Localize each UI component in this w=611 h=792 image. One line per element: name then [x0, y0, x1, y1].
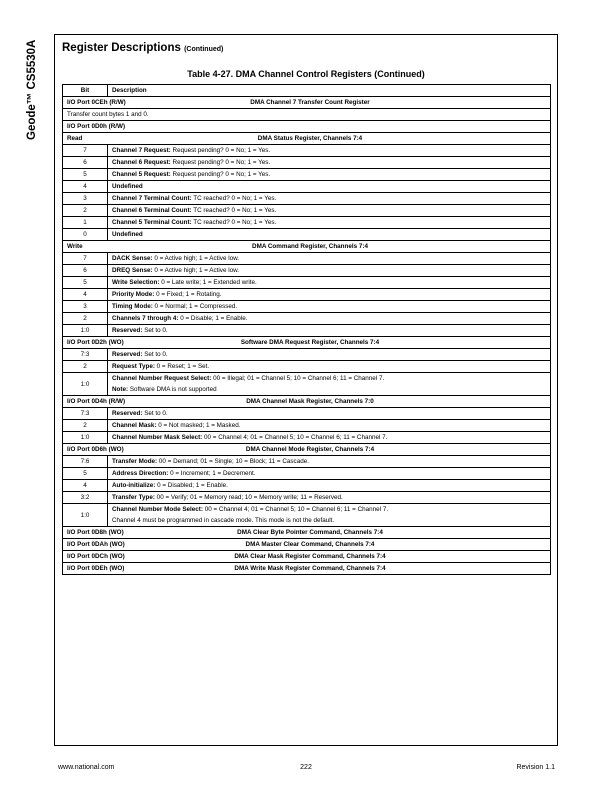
bit-row	[63, 361, 551, 373]
bit-description	[108, 456, 551, 468]
heading-continued: (Continued)	[184, 46, 224, 53]
bit-field-name: Channel 5 Terminal Count:	[112, 219, 192, 226]
register-name: DMA Clear Byte Pointer Command, Channels 7:4	[237, 529, 383, 536]
register-port-row	[63, 337, 551, 349]
bit-row	[63, 217, 551, 229]
register-port-label: I/O Port 0D0h (R/W)	[67, 123, 126, 130]
bit-field-name: Channels 7 through 4:	[112, 315, 179, 322]
bit-field-text: TC reached? 0 = No; 1 = Yes.	[191, 207, 277, 214]
bit-number: 3:2	[63, 492, 108, 504]
bit-number: 2	[63, 420, 108, 432]
bit-field-text: 00 = Demand; 01 = Single; 10 = Block; 11 = Cascade.	[157, 458, 309, 465]
bit-description	[108, 492, 551, 504]
bit-field-text: TC reached? 0 = No; 1 = Yes.	[191, 219, 277, 226]
bit-description-line	[112, 301, 546, 312]
bit-description-line	[112, 349, 546, 360]
bit-number: 2	[63, 361, 108, 373]
bit-description-line	[112, 181, 546, 192]
register-name: DMA Command Register, Channels 7:4	[252, 243, 368, 250]
bit-number: 3	[63, 193, 108, 205]
register-name: DMA Channel Mask Register, Channels 7:0	[246, 398, 374, 405]
register-header-cell	[63, 121, 551, 133]
side-title: Geode™ CS5530A	[26, 39, 38, 140]
register-name: DMA Clear Mask Register Command, Channels 7:4	[234, 553, 386, 560]
bit-field-name: Channel Number Mode Select:	[112, 506, 203, 513]
bit-field-text: 0 = Not masked; 1 = Masked.	[156, 422, 241, 429]
bit-row	[63, 265, 551, 277]
bit-description-line	[112, 432, 546, 443]
bit-description	[108, 373, 551, 396]
bit-field-name: Undefined	[112, 183, 143, 190]
bit-description-line	[112, 515, 546, 526]
bit-description-line	[112, 313, 546, 324]
register-header-cell	[63, 337, 551, 349]
bit-number: 5	[63, 468, 108, 480]
bit-note-text: Software DMA is not supported	[128, 386, 217, 393]
register-port-row	[63, 97, 551, 109]
bit-description	[108, 145, 551, 157]
register-note: Transfer count bytes 1 and 0.	[63, 109, 551, 121]
heading-title: Register Descriptions	[62, 42, 181, 54]
table-header-row	[63, 85, 551, 97]
bit-description-line	[112, 193, 546, 204]
bit-description	[108, 193, 551, 205]
bit-number: 7:3	[63, 349, 108, 361]
bit-description-line	[112, 217, 546, 228]
register-name: Software DMA Request Register, Channels 7:4	[240, 339, 380, 346]
bit-description	[108, 205, 551, 217]
column-header-bit: Bit	[63, 85, 108, 97]
bit-row	[63, 432, 551, 444]
bit-row	[63, 109, 551, 121]
register-port-label: I/O Port 0DCh (WO)	[67, 553, 125, 560]
register-header	[67, 444, 546, 455]
register-header	[67, 337, 546, 348]
column-header-description: Description	[108, 85, 551, 97]
bit-description-line	[112, 384, 546, 395]
register-header-cell	[63, 539, 551, 551]
bit-number: 3	[63, 301, 108, 313]
bit-field-name: Reserved:	[112, 327, 143, 334]
register-subheader-row	[63, 133, 551, 145]
bit-field-text: Request pending? 0 = No; 1 = Yes.	[170, 159, 271, 166]
bit-description-line	[112, 277, 546, 288]
footer-revision: Revision 1.1	[516, 764, 555, 771]
bit-field-name: Channel 6 Request:	[112, 159, 171, 166]
bit-field-name: Channel Mask:	[112, 422, 157, 429]
bit-field-text: 0 = Disable; 1 = Enable.	[178, 315, 248, 322]
register-port-label: I/O Port 0D2h (WO)	[67, 339, 124, 346]
bit-number: 7:3	[63, 408, 108, 420]
register-port-row	[63, 121, 551, 133]
bit-row	[63, 325, 551, 337]
bit-number: 1:0	[63, 325, 108, 337]
bit-field-text: 0 = Active high; 1 = Active low.	[152, 267, 240, 274]
bit-description-line	[112, 253, 546, 264]
register-header	[67, 527, 546, 538]
bit-number: 4	[63, 181, 108, 193]
bit-description-line	[112, 480, 546, 491]
bit-field-name: Channel 6 Terminal Count:	[112, 207, 192, 214]
bit-description	[108, 420, 551, 432]
page-heading	[62, 42, 223, 54]
register-header	[67, 241, 546, 252]
bit-description	[108, 504, 551, 527]
bit-description	[108, 432, 551, 444]
bit-row	[63, 349, 551, 361]
register-port-row	[63, 527, 551, 539]
bit-description	[108, 289, 551, 301]
bit-description	[108, 265, 551, 277]
bit-number: 7	[63, 145, 108, 157]
register-header-cell	[63, 527, 551, 539]
bit-field-name: Channel Number Request Select:	[112, 375, 212, 382]
register-header-cell	[63, 444, 551, 456]
bit-description-line	[112, 229, 546, 240]
register-name: DMA Channel Mode Register, Channels 7:4	[245, 446, 375, 453]
bit-description	[108, 361, 551, 373]
bit-row	[63, 181, 551, 193]
bit-description	[108, 169, 551, 181]
bit-description	[108, 468, 551, 480]
bit-number: 7:6	[63, 456, 108, 468]
bit-field-text: Request pending? 0 = No; 1 = Yes.	[170, 147, 271, 154]
bit-description-line	[112, 205, 546, 216]
bit-field-name: Write Selection:	[112, 279, 160, 286]
bit-row	[63, 289, 551, 301]
bit-field-name: Channel 7 Request:	[112, 147, 171, 154]
bit-field-text: 0 = Fixed; 1 = Rotating.	[154, 291, 222, 298]
bit-row	[63, 145, 551, 157]
register-header-cell	[63, 133, 551, 145]
bit-row	[63, 277, 551, 289]
bit-number: 0	[63, 229, 108, 241]
register-header	[67, 121, 546, 132]
footer-website: www.national.com	[58, 764, 115, 771]
bit-row	[63, 468, 551, 480]
bit-description-line	[112, 492, 546, 503]
register-header	[67, 133, 546, 144]
bit-field-name: Priority Mode:	[112, 291, 155, 298]
bit-row	[63, 253, 551, 265]
register-port-row	[63, 539, 551, 551]
bit-row	[63, 408, 551, 420]
bit-description	[108, 217, 551, 229]
register-port-label: I/O Port 0D8h (WO)	[67, 529, 124, 536]
bit-row	[63, 504, 551, 527]
bit-field-text: 0 = Active high; 1 = Active low.	[152, 255, 240, 262]
bit-row	[63, 301, 551, 313]
bit-field-text: Set to 0.	[142, 351, 168, 358]
bit-description-line	[112, 325, 546, 336]
footer-page-number: 222	[300, 764, 312, 771]
bit-row	[63, 480, 551, 492]
register-port-label: Write	[67, 243, 83, 250]
bit-description-line	[112, 265, 546, 276]
bit-row	[63, 373, 551, 396]
register-header	[67, 539, 546, 550]
bit-field-text: 0 = Reset; 1 = Set.	[154, 363, 210, 370]
bit-number: 7	[63, 253, 108, 265]
bit-number: 1	[63, 217, 108, 229]
bit-note-text: Channel 4 must be programmed in cascade mode. This mode is not the default.	[112, 517, 335, 524]
register-port-row	[63, 444, 551, 456]
register-header-cell	[63, 563, 551, 575]
bit-description-line	[112, 420, 546, 431]
bit-note-label: Note:	[112, 386, 129, 393]
bit-field-name: Reserved:	[112, 410, 143, 417]
bit-field-text: Set to 0.	[142, 327, 168, 334]
register-header	[67, 97, 546, 108]
bit-field-name: DACK Sense:	[112, 255, 153, 262]
bit-field-name: Request Type:	[112, 363, 155, 370]
bit-field-text: 00 = Channel 4; 01 = Channel 5; 10 = Channel 6; 11 = Channel 7.	[202, 434, 388, 441]
register-port-label: Read	[67, 135, 83, 142]
bit-field-name: Channel Number Mask Select:	[112, 434, 203, 441]
register-header-cell	[63, 241, 551, 253]
bit-number: 5	[63, 169, 108, 181]
register-port-label: I/O Port 0D4h (R/W)	[67, 398, 126, 405]
bit-field-text: 00 = Channel 4; 01 = Channel 5; 10 = Channel 6; 11 = Channel 7.	[202, 506, 389, 513]
bit-number: 1:0	[63, 432, 108, 444]
bit-field-text: 0 = Late write; 1 = Extended write.	[159, 279, 257, 286]
bit-description-line	[112, 289, 546, 300]
bit-field-name: Transfer Type:	[112, 494, 155, 501]
bit-field-text: Request pending? 0 = No; 1 = Yes.	[170, 171, 271, 178]
bit-field-text: Set to 0.	[142, 410, 168, 417]
register-port-label: I/O Port 0DAh (WO)	[67, 541, 125, 548]
register-port-row	[63, 563, 551, 575]
bit-description	[108, 349, 551, 361]
bit-description-line	[112, 361, 546, 372]
bit-description	[108, 480, 551, 492]
bit-description-line	[112, 145, 546, 156]
bit-field-text: 0 = Disabled; 1 = Enable.	[155, 482, 228, 489]
bit-row	[63, 205, 551, 217]
bit-field-text: 00 = Illegal; 01 = Channel 5; 10 = Channel 6; 11 = Channel 7.	[211, 375, 385, 382]
bit-number: 5	[63, 277, 108, 289]
bit-row	[63, 456, 551, 468]
register-header	[67, 396, 546, 407]
register-header-cell	[63, 97, 551, 109]
bit-description-line	[112, 456, 546, 467]
bit-field-text: TC reached? 0 = No; 1 = Yes.	[191, 195, 277, 202]
bit-number: 6	[63, 265, 108, 277]
register-header-cell	[63, 551, 551, 563]
bit-number: 6	[63, 157, 108, 169]
bit-description-line	[112, 408, 546, 419]
bit-field-name: Reserved:	[112, 351, 143, 358]
bit-row	[63, 229, 551, 241]
register-table	[62, 84, 551, 575]
bit-description-line	[112, 504, 546, 515]
register-name: DMA Channel 7 Transfer Count Register	[250, 99, 370, 106]
bit-field-name: Timing Mode:	[112, 303, 153, 310]
bit-row	[63, 492, 551, 504]
bit-description	[108, 408, 551, 420]
bit-description-line	[112, 468, 546, 479]
bit-number: 2	[63, 313, 108, 325]
bit-description	[108, 313, 551, 325]
bit-field-name: Channel 5 Request:	[112, 171, 171, 178]
register-header	[67, 551, 546, 562]
register-name: DMA Master Clear Command, Channels 7:4	[245, 541, 375, 548]
bit-row	[63, 157, 551, 169]
bit-description	[108, 301, 551, 313]
register-subheader-row	[63, 241, 551, 253]
bit-number: 1:0	[63, 504, 108, 527]
bit-field-name: Undefined	[112, 231, 143, 238]
bit-field-name: Transfer Mode:	[112, 458, 158, 465]
bit-number: 4	[63, 480, 108, 492]
bit-row	[63, 420, 551, 432]
bit-field-text: 00 = Verify; 01 = Memory read; 10 = Memory write; 11 = Reserved.	[154, 494, 343, 501]
bit-field-name: Auto-initialize:	[112, 482, 156, 489]
bit-field-text: 0 = Normal; 1 = Compressed.	[152, 303, 238, 310]
bit-description	[108, 253, 551, 265]
register-header-cell	[63, 396, 551, 408]
bit-description	[108, 181, 551, 193]
register-name: DMA Write Mask Register Command, Channels 7:4	[234, 565, 386, 572]
bit-number: 4	[63, 289, 108, 301]
bit-field-name: Channel 7 Terminal Count:	[112, 195, 192, 202]
register-port-row	[63, 551, 551, 563]
register-header	[67, 563, 546, 574]
bit-number: 2	[63, 205, 108, 217]
bit-description-line	[112, 373, 546, 384]
bit-description	[108, 157, 551, 169]
bit-description-line	[112, 157, 546, 168]
bit-field-name: Address Direction:	[112, 470, 169, 477]
bit-field-name: DREQ Sense:	[112, 267, 153, 274]
bit-description	[108, 229, 551, 241]
register-port-label: I/O Port 0CEh (R/W)	[67, 99, 126, 106]
register-port-label: I/O Port 0DEh (WO)	[67, 565, 125, 572]
register-name: DMA Status Register, Channels 7:4	[257, 135, 363, 142]
table-title: Table 4-27. DMA Channel Control Registers (Continued)	[187, 69, 425, 79]
register-port-row	[63, 396, 551, 408]
bit-row	[63, 193, 551, 205]
bit-number: 1:0	[63, 373, 108, 396]
bit-row	[63, 169, 551, 181]
register-port-label: I/O Port 0D6h (WO)	[67, 446, 124, 453]
bit-description-line	[112, 169, 546, 180]
bit-description	[108, 325, 551, 337]
bit-row	[63, 313, 551, 325]
bit-description	[108, 277, 551, 289]
bit-field-text: 0 = Increment; 1 = Decrement.	[168, 470, 256, 477]
